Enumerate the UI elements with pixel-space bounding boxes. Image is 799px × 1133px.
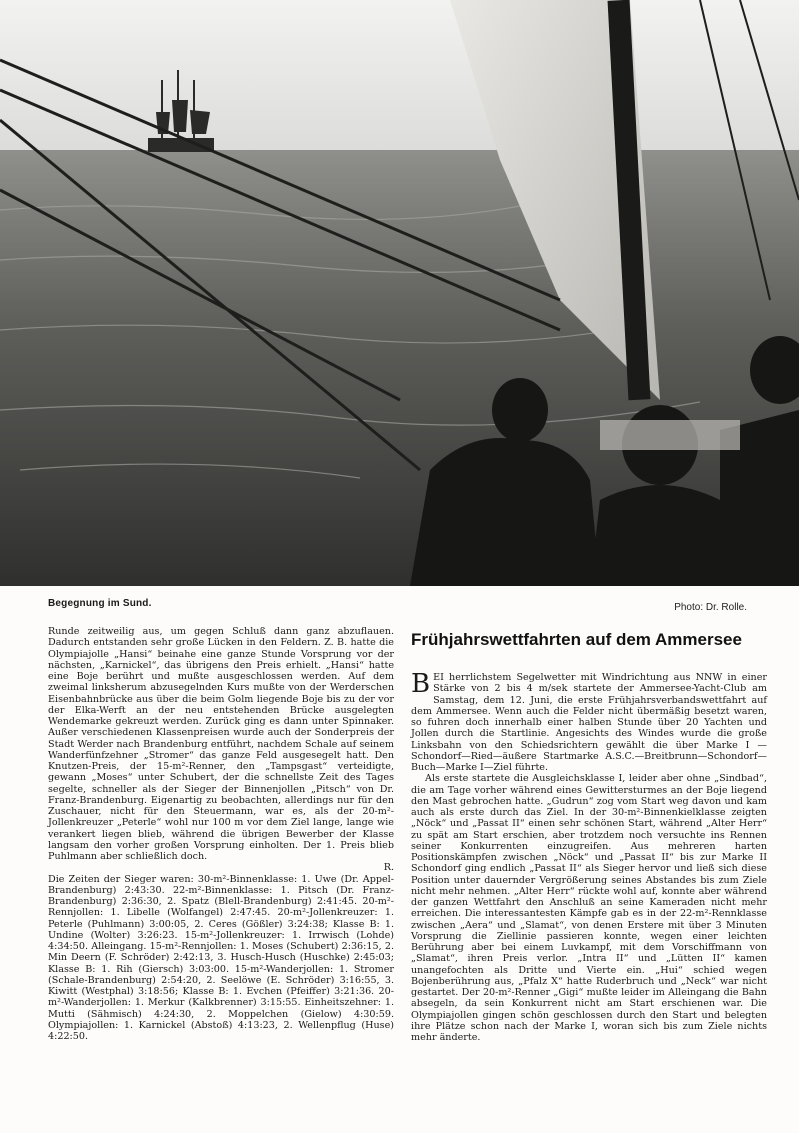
left-column	[48, 626, 394, 1042]
paragraph: Als erste startete die Ausgleichsklasse I, leider aber ohne „Sindbad“, die am Tage vorher während eines Gewittersturmes an der Boje liegend den Mast gebrochen hatte. „Gudrun“ zog vom Start weg davon und kam auch als erste durch das Ziel. In der 30-m²-Binnenkielklasse zeigten „Nöck“ und „Passat II“ einen sehr schönen Start, während „Alter Herr“ zu spät am Start erschien, aber trotzdem noch versuchte ins Rennen seiner Konkurrenten einzugreifen. Aus mehreren harten Positionskämpfen zwischen „Nöck“ und „Passat II“ bis zur Marke II Schondorf ging endlich „Passat II“ als Sieger hervor und ließ sich diese Position unter dauernder Vergrößerung seines Abstandes bis zum Ziele nicht mehr nehmen. „Alter Herr“ rückte wohl auf, konnte aber während der ganzen Wettfahrt den Anschluß an seine Kameraden nicht mehr erreichen. Die interessantesten Kämpfe gab es in der 22-m²-Rennklasse zwischen „Aera“ und „Slamat“, von denen Erstere mit über 3 Minuten Vorsprung die Ziellinie passieren konnte, wegen einer leichten Berührung aber bei einem Luvkampf, mit dem Vorschiffmann von „Slamat“, ihren Preis verlor. „Intra II“ und „Lütten II“ kamen unangefochten als Dritte und Vierte ein. „Hui“ schied wegen Bojenberührung aus, „Pfalz X“ hatte Ruderbruch und „Neck“ war nicht gestartet. Der 20-m²-Renner „Gigi“ mußte leider im Alleingang die Bahn absegeln, da sein Konkurrent nicht am Start erschienen war. Die Olympiajollen gingen schön geschlossen durch den Start und belegten ihre Plätze schon nach der Marke I, woran sich bis zum Ziele nichts mehr änderte.	[411, 773, 767, 1043]
article-title: Frühjahrswettfahrten auf dem Ammersee	[411, 630, 742, 649]
article-intro	[411, 669, 767, 773]
intro-text: EI herrlichstem Segelwetter mit Windrichtung aus NNW in einer Stärke von 2 bis 4 m/sek startete der Ammersee-Yacht-Club am Samstag, dem 12. Juni, die erste Frühjahrsverbandswettfahrt auf dem Ammersee. Wenn auch die Felder nicht übermäßig besetzt waren, so fuhren doch innerhalb einer halben Stunde über 20 Yachten und Jollen durch die Startlinie. Angesichts des Windes wurde die große Linksbahn von den Schiedsrichtern gewählt die über Marke I — Schondorf—Ried—äußere Startmarke A.S.C.—Breitbrunn—Schondorf—Buch—Marke I—Ziel führte.	[411, 672, 767, 773]
photo-credit: Photo: Dr. Rolle.	[674, 602, 747, 613]
photo-caption: Begegnung im Sund.	[48, 598, 152, 609]
author-signature: R.	[383, 862, 394, 874]
drop-cap: B	[411, 669, 431, 699]
results-paragraph: Die Zeiten der Sieger waren: 30-m²-Binnenklasse: 1. Uwe (Dr. Appel-Brandenburg) 2:43:30. 22-m²-Binnenklasse: 1. Pitsch (Dr. Franz-Brandenburg) 2:36:30, 2. Spatz (Blell-Brandenburg) 2:41:45. 20-m²-Rennjollen: 1. Libelle (Wolfangel) 2:47:45. 20-m²-Jollenkreuzer: 1. Peterle (Puhlmann) 3:00:05, 2. Ceres (Gößler) 3:24:38; Klasse B: 1. Undine (Wolter) 3:26:23. 15-m²-Jollenkreuzer: 1. Irrwisch (Lohde) 4:34:50. Alleingang. 15-m²-Rennjollen: 1. Moses (Schubert) 2:36:15, 2. Min Deern (F. Schröder) 2:42:13, 3. Husch-Husch (Huschke) 2:45:03; Klasse B: 1. Rih (Giersch) 3:03:00. 15-m²-Wanderjollen: 1. Stromer (Schale-Brandenburg) 2:54:20, 2. Seelöwe (E. Schröder) 3:16:55, 3. Kiwitt (Westphal) 3:18:56; Klasse B: 1. Evchen (Pfeiffer) 3:21:36. 20-m²-Wanderjollen: 1. Merkur (Kalkbrenner) 3:15:55. Einheitszehner: 1. Mutti (Sähmisch) 4:24:30, 2. Moppelchen (Gielow) 4:30:59. Olympiajollen: 1. Karnickel (Abstoß) 4:13:23, 2. Wellenpflug (Huse) 4:22:50.	[48, 873, 394, 1042]
paragraph: Runde zeitweilig aus, um gegen Schluß dann ganz abzuflauen. Dadurch entstanden sehr große Lücken in den Feldern. Z. B. hatte die Olympiajolle „Hansi“ beinahe eine ganze Stunde Vorsprung vor der nächsten, „Karnickel“, das übrigens den Preis erhielt. „Hansi“ hatte eine Boje berührt und mußte ausgeschlossen werden. Auf dem zweimal linksherum abzusegelnden Kurs mußte von der Werderschen Eisenbahnbrücke aus über die beim Golm liegende Boje bis zu der vor der Elka-Werft an der neu entstehenden Brücke ausgelegten Wendemarke gekreuzt werden. Zurück ging es dann unter Spinnaker. Außer verschiedenen Klassenpreisen wurde auch der Sonderpreis der Stadt Werder nach Brandenburg entführt, nachdem Schale auf seinem Wanderfünfzehner „Stromer“ das ganze Feld ausgesegelt hatt. Den Knutzen-Preis, der 15-m²-Renner, den „Tampsgast“ verteidigte, gewann „Moses“ unter Schubert, der die schnellste Zeit des Tages segelte, schneller als der Sieger der Binnenjollen „Pitsch“ von Dr. Franz-Brandenburg. Eigenartig zu beobachten, allerdings nur für den Zuschauer, nicht für den Steuermann, war es, als der 20-m²-Jollenkreuzer „Peterle“ wohl nur 100 m vor dem Ziel lange, lange wie verankert liegen blieb, während die übrigen Bewerber der Klasse langsam den vorher großen Vorsprung einholten. Der 1. Preis blieb Puhlmann aber schließlich doch.	[48, 626, 394, 862]
article-body	[411, 669, 767, 1043]
